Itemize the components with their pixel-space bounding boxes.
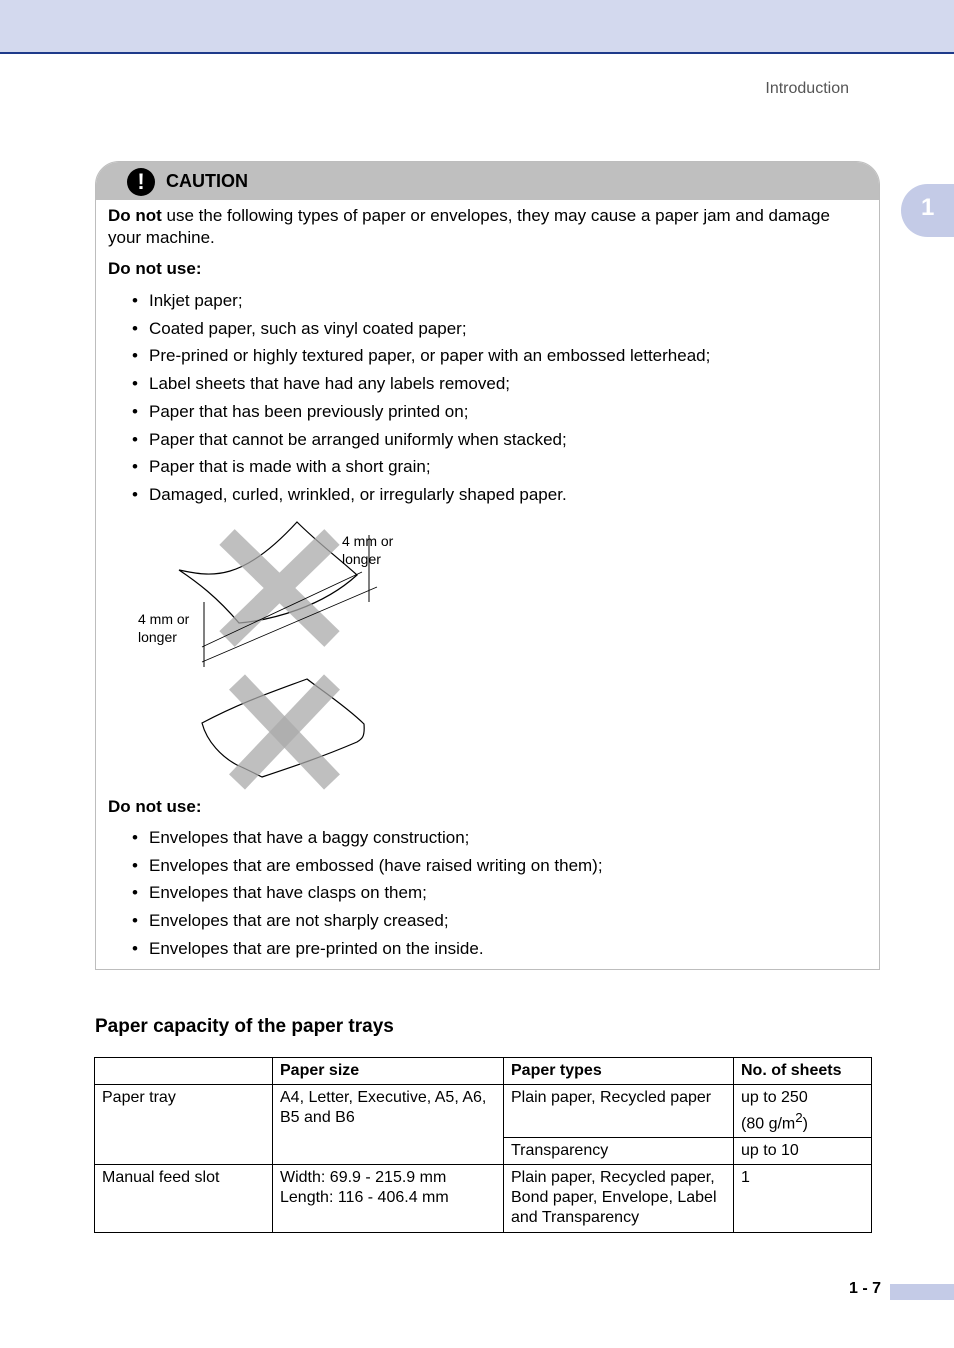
list-item: • Label sheets that have had any labels removed; (132, 370, 710, 398)
table-header-cell: No. of sheets (734, 1058, 872, 1085)
envelope-list (132, 824, 603, 963)
running-head: Introduction (765, 80, 849, 97)
sheets-weight (741, 1108, 864, 1134)
table-cell: Plain paper, Recycled paper (504, 1085, 734, 1138)
size-width: Width: 69.9 - 215.9 mm (280, 1169, 447, 1187)
table-cell: 1 (734, 1165, 872, 1233)
table-header-row (95, 1058, 872, 1085)
chapter-number: 1 (921, 194, 935, 221)
page-number: 1 - 7 (848, 1280, 881, 1297)
caution-intro-rest: use the following types of paper or envelopes, they may cause a paper jam and damage your machine. (108, 206, 830, 247)
caution-intro (108, 205, 848, 249)
caution-title: CAUTION (166, 171, 248, 191)
envelope-subhead: Do not use: (108, 797, 202, 816)
table-cell: Plain paper, Recycled paper, Bond paper, Envelope, Label and Transparency (504, 1165, 734, 1233)
list-item: • Envelopes that are not sharply creased; (132, 907, 603, 935)
label-right-line2: longer (342, 551, 381, 567)
chapter-tab (901, 184, 954, 237)
label-right-line1: 4 mm or (342, 533, 394, 549)
list-item: • Paper that is made with a short grain; (132, 453, 710, 481)
footer-bar (890, 1284, 954, 1300)
damaged-paper-diagram (132, 517, 452, 792)
table-cell: Transparency (504, 1138, 734, 1165)
top-header-band (0, 0, 954, 54)
size-length: Length: 116 - 406.4 mm (280, 1189, 449, 1207)
paper-subhead: Do not use: (108, 259, 202, 278)
caution-header (96, 162, 879, 200)
list-item: • Envelopes that have clasps on them; (132, 879, 603, 907)
label-right (342, 532, 393, 568)
table-row (95, 1165, 872, 1233)
caution-box (95, 161, 880, 970)
sheets-line: up to 250 (741, 1089, 808, 1106)
paper-list (132, 287, 710, 509)
exclamation-icon: ! (127, 168, 155, 196)
caution-intro-bold: Do not (108, 206, 162, 225)
list-item: • Coated paper, such as vinyl coated paper; (132, 315, 710, 343)
weight-text: (80 g/m (741, 1115, 796, 1133)
label-left (138, 610, 189, 646)
table-header-cell: Paper size (273, 1058, 504, 1085)
table-header-cell (95, 1058, 273, 1085)
capacity-section-title: Paper capacity of the paper trays (95, 1016, 394, 1037)
list-item: • Paper that has been previously printed on; (132, 398, 710, 426)
table-cell (734, 1085, 872, 1138)
list-item: • Inkjet paper; (132, 287, 710, 315)
label-left-line2: longer (138, 629, 177, 645)
table-cell: Paper tray (95, 1085, 273, 1165)
wrinkled-envelope-icon (202, 679, 364, 782)
table-cell (273, 1165, 504, 1233)
list-item: • Damaged, curled, wrinkled, or irregularly shaped paper. (132, 481, 710, 509)
list-item: • Pre-prined or highly textured paper, or paper with an embossed letterhead; (132, 342, 710, 370)
capacity-table (94, 1057, 872, 1233)
table-cell: up to 10 (734, 1138, 872, 1165)
label-left-line1: 4 mm or (138, 611, 190, 627)
table-header-cell: Paper types (504, 1058, 734, 1085)
list-item: • Envelopes that have a baggy construction; (132, 824, 603, 852)
weight-superscript: 2 (795, 1110, 803, 1125)
weight-close: ) (802, 1115, 808, 1133)
diagram-svg (132, 517, 452, 792)
list-item: • Envelopes that are pre-printed on the inside. (132, 935, 603, 963)
table-cell: Manual feed slot (95, 1165, 273, 1233)
table-row (95, 1085, 872, 1138)
list-item: • Envelopes that are embossed (have raised writing on them); (132, 852, 603, 880)
table-cell: A4, Letter, Executive, A5, A6, B5 and B6 (273, 1085, 504, 1165)
list-item: • Paper that cannot be arranged uniformly when stacked; (132, 426, 710, 454)
